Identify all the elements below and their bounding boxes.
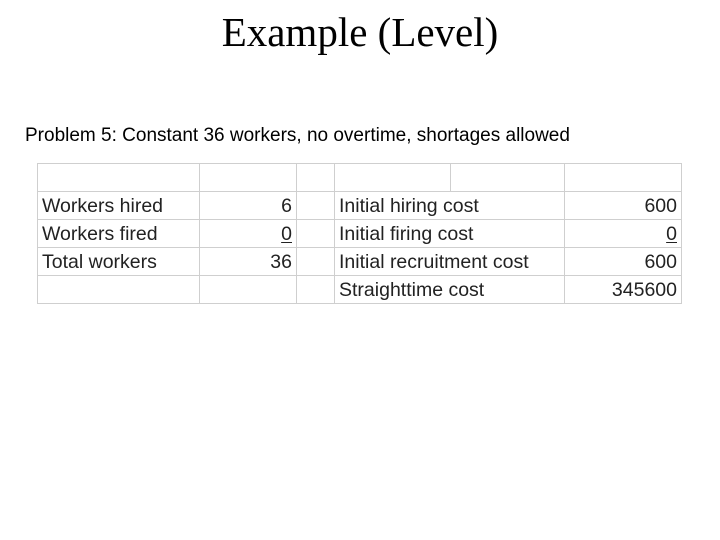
- left-label-cell: Total workers: [38, 248, 200, 276]
- spacer-cell: [297, 192, 335, 220]
- left-label-cell: Workers fired: [38, 220, 200, 248]
- spacer-cell: [297, 248, 335, 276]
- right-label-cell: Initial hiring cost: [335, 192, 565, 220]
- right-label-cell: Initial recruitment cost: [335, 248, 565, 276]
- right-value-cell: [565, 220, 682, 248]
- left-label-cell: [38, 276, 200, 304]
- spacer-cell: [297, 220, 335, 248]
- table-row: [38, 276, 682, 304]
- slide-title: Example (Level): [221, 9, 499, 55]
- spacer-cell: [297, 276, 335, 304]
- right-value-cell: 600: [565, 192, 682, 220]
- right-value-cell: 600: [565, 248, 682, 276]
- underlined-value: 0: [666, 222, 677, 245]
- right-label-cell: Initial firing cost: [335, 220, 565, 248]
- empty-cell: [565, 164, 682, 192]
- left-value-cell: 36: [200, 248, 297, 276]
- table-row: [38, 220, 682, 248]
- left-label-cell: Workers hired: [38, 192, 200, 220]
- empty-cell: [297, 164, 335, 192]
- left-value-cell: [200, 276, 297, 304]
- table-row: [38, 248, 682, 276]
- spreadsheet-table: [37, 163, 682, 304]
- empty-cell: [200, 164, 297, 192]
- empty-cell: [335, 164, 565, 192]
- right-label-cell: Straighttime cost: [335, 276, 565, 304]
- table-header-row: [38, 164, 682, 192]
- empty-cell: [38, 164, 200, 192]
- left-value-cell: [200, 220, 297, 248]
- problem-statement: Problem 5: Constant 36 workers, no overtime, shortages allowed: [25, 125, 570, 146]
- table-row: [38, 192, 682, 220]
- underlined-value: 0: [281, 222, 292, 245]
- left-value-cell: 6: [200, 192, 297, 220]
- right-value-cell: 345600: [565, 276, 682, 304]
